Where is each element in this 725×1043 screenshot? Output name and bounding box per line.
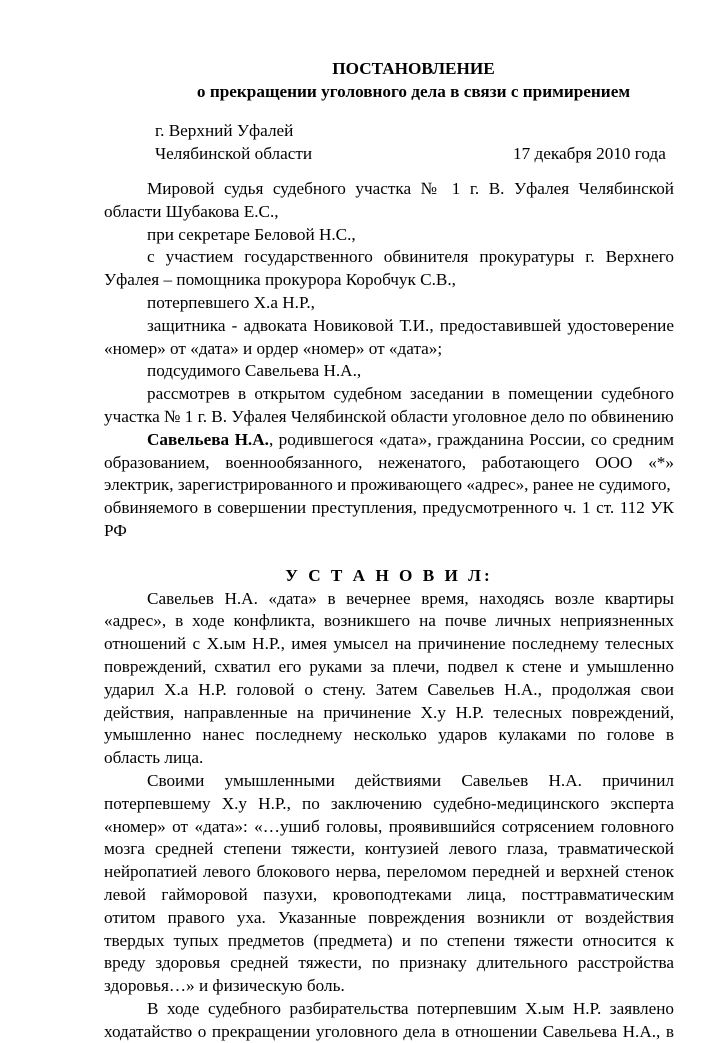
facts-paragraph: Савельев Н.А. «дата» в вечернее время, находясь возле квартиры «адрес», в ходе конфликта, возникшего на почве личных неприязненных отношений с Х.ым Н.Р., имея умысел на причинение последнему телесных повреждений, схватил его руками за плечи, подвел к стене и умышленно ударил Х.а Н.Р. головой о стену. Затем Савельев Н.А., продолжая свои действия, направленные на причинение Х.у Н.Р. телесных повреждений, умышленно нанес последнему несколько ударов кулаками по голове в область лица. — [104, 588, 674, 768]
charge-paragraph: обвиняемого в совершении преступления, предусмотренного ч. 1 ст. 112 УК РФ — [104, 498, 674, 540]
defendant-info: , родившегося «дата», гражданина России, со средним образованием, военнообязанного, неженатого, работающего ООО «*» электрик, зарегистрированного и проживающего «адрес», ранее не судимого, — [104, 429, 675, 495]
defendant-info-paragraph — [104, 429, 674, 497]
document-date: 17 декабря 2010 года — [513, 144, 666, 163]
defendant-name: Савельева Н.А. — [147, 429, 269, 449]
victim-paragraph: потерпевшего Х.а Н.Р., — [147, 292, 315, 312]
secretary-paragraph: при секретаре Беловой Н.С., — [147, 224, 356, 244]
document-title: ПОСТАНОВЛЕНИЕ — [332, 59, 495, 78]
city-line: г. Верхний Уфалей — [155, 121, 294, 140]
considered-paragraph: рассмотрев в открытом судебном заседании в помещении судебного участка № 1 г. В. Уфалея Челябинской области уголовное дело по обвинению — [104, 384, 674, 426]
judge-paragraph: Мировой судья судебного участка № 1 г. В. Уфалея Челябинской области Шубакова Е.С., — [104, 179, 674, 221]
defender-paragraph: защитника - адвоката Новиковой Т.И., предоставившей удостоверение «номер» от «дата» и ордер «номер» от «дата»; — [104, 315, 674, 358]
prosecutor-paragraph: с участием государственного обвинителя прокуратуры г. Верхнего Уфалея – помощника прокурора Коробчук С.В., — [104, 247, 674, 290]
document-subtitle: о прекращении уголовного дела в связи с примирением — [196, 82, 631, 101]
injuries-paragraph: Своими умышленными действиями Савельев Н.А. причинил потерпевшему Х.у Н.Р., по заключению судебно-медицинского эксперта «номер» от «дата»: «…ушиб головы, проявившийся сотрясением головного мозга средней степени тяжести, контузией левого глаза, травматической нейропатией левого блокового нерва, переломом передней и верхней стенок левой гайморовой пазухи, кровоподтеками лица, посттравматическим отитом правого уха. Указанные повреждения возникли от воздействия твердых тупых предметов (предмета) и по степени тяжести относится к вреду здоровья средней тяжести, по признаку длительного расстройства здоровья…» и физическую боль. — [104, 770, 674, 996]
document-body — [104, 178, 674, 1043]
established-heading: У С Т А Н О В И Л: — [285, 565, 493, 585]
defendant-paragraph: подсудимого Савельева Н.А., — [147, 361, 362, 381]
region-line: Челябинской области — [155, 144, 313, 163]
motion-paragraph: В ходе судебного разбирательства потерпевшим Х.ым Н.Р. заявлено ходатайство о прекращении уголовного дела в отношении Савельева Н.А., в — [104, 998, 674, 1041]
